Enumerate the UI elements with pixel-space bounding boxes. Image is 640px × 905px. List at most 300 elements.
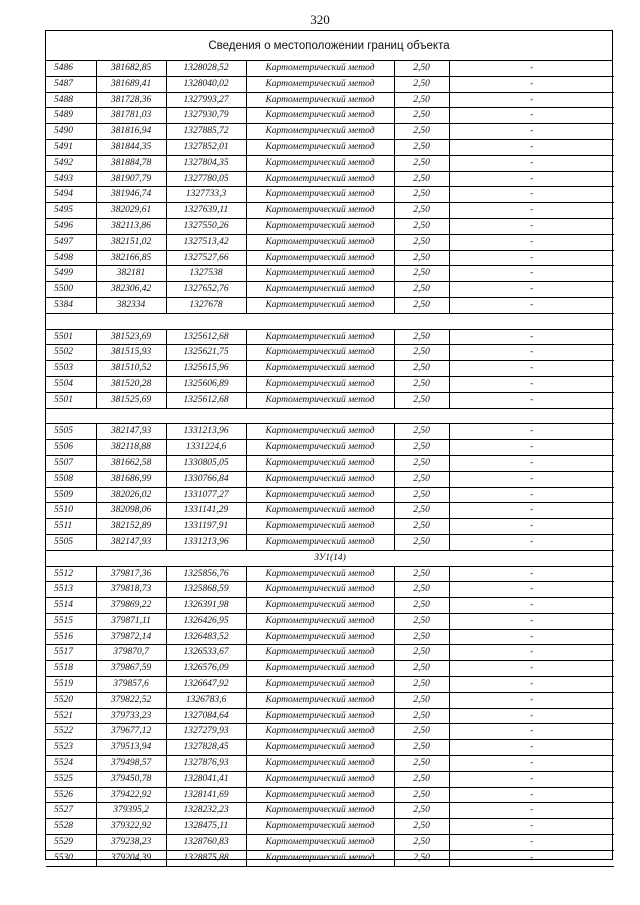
point-number-cell: 5498 (46, 250, 96, 266)
table-row (46, 297, 614, 313)
coord-y-cell: 1325615,96 (166, 361, 246, 377)
method-cell: Картометрический метод (246, 708, 394, 724)
method-cell: Картометрический метод (246, 835, 394, 851)
point-number-cell: 5530 (46, 850, 96, 866)
coord-y-cell: 1331077,27 (166, 487, 246, 503)
coord-y-cell: 1325621,75 (166, 345, 246, 361)
method-cell: Картометрический метод (246, 724, 394, 740)
method-cell: Картометрический метод (246, 598, 394, 614)
note-cell: - (449, 171, 614, 187)
table-row (46, 187, 614, 203)
table-row (46, 203, 614, 219)
point-number-cell: 5509 (46, 487, 96, 503)
method-cell: Картометрический метод (246, 487, 394, 503)
point-number-cell: 5529 (46, 835, 96, 851)
note-cell: - (449, 503, 614, 519)
coord-y-cell: 1327550,26 (166, 218, 246, 234)
accuracy-cell: 2,50 (394, 187, 449, 203)
coord-y-cell: 1326783,6 (166, 692, 246, 708)
method-cell: Картометрический метод (246, 629, 394, 645)
coord-y-cell: 1326576,09 (166, 661, 246, 677)
table-row (46, 519, 614, 535)
coord-x-cell: 381816,94 (96, 124, 166, 140)
coord-y-cell: 1325606,89 (166, 376, 246, 392)
point-number-cell: 5491 (46, 139, 96, 155)
coord-y-cell: 1327527,66 (166, 250, 246, 266)
note-cell: - (449, 329, 614, 345)
coord-x-cell: 381520,28 (96, 376, 166, 392)
note-cell: - (449, 345, 614, 361)
accuracy-cell: 2,50 (394, 345, 449, 361)
accuracy-cell: 2,50 (394, 787, 449, 803)
accuracy-cell: 2,50 (394, 771, 449, 787)
note-cell: - (449, 392, 614, 408)
coord-x-cell: 381525,69 (96, 392, 166, 408)
method-cell: Картометрический метод (246, 613, 394, 629)
method-cell: Картометрический метод (246, 756, 394, 772)
accuracy-cell: 2,50 (394, 661, 449, 677)
point-number-cell: 5508 (46, 471, 96, 487)
note-cell: - (449, 266, 614, 282)
note-cell: - (449, 203, 614, 219)
coord-x-cell: 381515,93 (96, 345, 166, 361)
coord-x-cell: 382151,02 (96, 234, 166, 250)
table-row (46, 345, 614, 361)
method-cell: Картометрический метод (246, 819, 394, 835)
accuracy-cell: 2,50 (394, 471, 449, 487)
accuracy-cell: 2,50 (394, 455, 449, 471)
coord-x-cell: 379817,36 (96, 566, 166, 582)
coord-y-cell: 1331224,6 (166, 440, 246, 456)
coord-y-cell: 1330766,84 (166, 471, 246, 487)
point-number-cell: 5505 (46, 424, 96, 440)
method-cell: Картометрический метод (246, 218, 394, 234)
note-cell: - (449, 76, 614, 92)
method-cell: Картометрический метод (246, 661, 394, 677)
point-number-cell: 5504 (46, 376, 96, 392)
method-cell: Картометрический метод (246, 692, 394, 708)
coord-x-cell: 381728,36 (96, 92, 166, 108)
accuracy-cell: 2,50 (394, 361, 449, 377)
point-number-cell: 5507 (46, 455, 96, 471)
coord-x-cell: 379867,59 (96, 661, 166, 677)
note-cell: - (449, 708, 614, 724)
accuracy-cell: 2,50 (394, 850, 449, 866)
accuracy-cell: 2,50 (394, 598, 449, 614)
point-number-cell: 5510 (46, 503, 96, 519)
note-cell: - (449, 629, 614, 645)
table-row (46, 392, 614, 408)
coord-x-cell: 379677,12 (96, 724, 166, 740)
table-row (46, 534, 614, 550)
table-row (46, 250, 614, 266)
coord-x-cell: 382113,86 (96, 218, 166, 234)
coord-x-cell: 381781,03 (96, 108, 166, 124)
coordinates-table (46, 61, 614, 867)
note-cell: - (449, 613, 614, 629)
coord-x-cell: 382029,61 (96, 203, 166, 219)
point-number-cell: 5522 (46, 724, 96, 740)
coord-y-cell: 1327652,76 (166, 282, 246, 298)
spacer-row (46, 313, 614, 329)
coord-y-cell: 1325612,68 (166, 392, 246, 408)
point-number-cell: 5505 (46, 534, 96, 550)
coord-y-cell: 1326391,98 (166, 598, 246, 614)
accuracy-cell: 2,50 (394, 124, 449, 140)
table-row (46, 171, 614, 187)
table-row (46, 92, 614, 108)
coord-x-cell: 379204,39 (96, 850, 166, 866)
point-number-cell: 5524 (46, 756, 96, 772)
coordinates-table-body (46, 61, 614, 866)
accuracy-cell: 2,50 (394, 613, 449, 629)
point-number-cell: 5511 (46, 519, 96, 535)
coord-x-cell: 381907,79 (96, 171, 166, 187)
point-number-cell: 5528 (46, 819, 96, 835)
coord-y-cell: 1328875,88 (166, 850, 246, 866)
point-number-cell: 5513 (46, 582, 96, 598)
note-cell: - (449, 471, 614, 487)
coord-x-cell: 379513,94 (96, 740, 166, 756)
note-cell: - (449, 455, 614, 471)
table-row (46, 661, 614, 677)
coord-x-cell: 379872,14 (96, 629, 166, 645)
method-cell: Картометрический метод (246, 329, 394, 345)
table-row (46, 155, 614, 171)
accuracy-cell: 2,50 (394, 376, 449, 392)
note-cell: - (449, 756, 614, 772)
method-cell: Картометрический метод (246, 266, 394, 282)
method-cell: Картометрический метод (246, 361, 394, 377)
coord-y-cell: 1326426,95 (166, 613, 246, 629)
coord-y-cell: 1327930,79 (166, 108, 246, 124)
coord-y-cell: 1327678 (166, 297, 246, 313)
coord-y-cell: 1328232,23 (166, 803, 246, 819)
note-cell: - (449, 187, 614, 203)
method-cell: Картометрический метод (246, 503, 394, 519)
method-cell: Картометрический метод (246, 582, 394, 598)
point-number-cell: 5492 (46, 155, 96, 171)
table-row (46, 787, 614, 803)
coord-x-cell: 382166,85 (96, 250, 166, 266)
accuracy-cell: 2,50 (394, 756, 449, 772)
note-cell: - (449, 787, 614, 803)
coord-y-cell: 1331141,29 (166, 503, 246, 519)
note-cell: - (449, 282, 614, 298)
method-cell: Картометрический метод (246, 677, 394, 693)
method-cell: Картометрический метод (246, 250, 394, 266)
accuracy-cell: 2,50 (394, 677, 449, 693)
table-row (46, 455, 614, 471)
coord-x-cell: 379422,92 (96, 787, 166, 803)
accuracy-cell: 2,50 (394, 203, 449, 219)
coord-y-cell: 1327733,3 (166, 187, 246, 203)
method-cell: Картометрический метод (246, 787, 394, 803)
coord-x-cell: 381523,69 (96, 329, 166, 345)
note-cell: - (449, 297, 614, 313)
table-row (46, 629, 614, 645)
section-header: Сведения о местоположении границ объекта (46, 31, 612, 61)
coord-x-cell: 381844,35 (96, 139, 166, 155)
coord-y-cell: 1325868,59 (166, 582, 246, 598)
note-cell: - (449, 139, 614, 155)
coord-y-cell: 1330805,05 (166, 455, 246, 471)
coord-x-cell: 382147,93 (96, 534, 166, 550)
coord-x-cell: 382181 (96, 266, 166, 282)
point-number-cell: 5488 (46, 92, 96, 108)
coord-y-cell: 1331213,96 (166, 424, 246, 440)
method-cell: Картометрический метод (246, 740, 394, 756)
accuracy-cell: 2,50 (394, 92, 449, 108)
method-cell: Картометрический метод (246, 392, 394, 408)
coord-y-cell: 1327876,93 (166, 756, 246, 772)
coord-y-cell: 1327639,11 (166, 203, 246, 219)
accuracy-cell: 2,50 (394, 629, 449, 645)
method-cell: Картометрический метод (246, 124, 394, 140)
accuracy-cell: 2,50 (394, 803, 449, 819)
point-number-cell: 5503 (46, 361, 96, 377)
note-cell: - (449, 692, 614, 708)
accuracy-cell: 2,50 (394, 519, 449, 535)
spacer-cell (46, 313, 614, 329)
coord-x-cell: 379870,7 (96, 645, 166, 661)
accuracy-cell: 2,50 (394, 139, 449, 155)
coord-x-cell: 381510,52 (96, 361, 166, 377)
method-cell: Картометрический метод (246, 440, 394, 456)
note-cell: - (449, 645, 614, 661)
note-cell: - (449, 598, 614, 614)
accuracy-cell: 2,50 (394, 534, 449, 550)
coord-x-cell: 381682,85 (96, 61, 166, 76)
method-cell: Картометрический метод (246, 187, 394, 203)
table-row (46, 218, 614, 234)
table-row (46, 124, 614, 140)
coord-y-cell: 1327538 (166, 266, 246, 282)
method-cell: Картометрический метод (246, 171, 394, 187)
page-number: 320 (310, 12, 330, 27)
coord-y-cell: 1326533,67 (166, 645, 246, 661)
point-number-cell: 5525 (46, 771, 96, 787)
coord-x-cell: 379871,11 (96, 613, 166, 629)
note-cell: - (449, 835, 614, 851)
point-number-cell: 5519 (46, 677, 96, 693)
table-row (46, 361, 614, 377)
coord-y-cell: 1327828,45 (166, 740, 246, 756)
point-number-cell: 5515 (46, 613, 96, 629)
method-cell: Картометрический метод (246, 345, 394, 361)
accuracy-cell: 2,50 (394, 297, 449, 313)
coord-x-cell: 379857,6 (96, 677, 166, 693)
coord-x-cell: 379822,52 (96, 692, 166, 708)
table-row (46, 471, 614, 487)
point-number-cell: 5489 (46, 108, 96, 124)
method-cell: Картометрический метод (246, 645, 394, 661)
point-number-cell: 5516 (46, 629, 96, 645)
method-cell: Картометрический метод (246, 297, 394, 313)
accuracy-cell: 2,50 (394, 282, 449, 298)
accuracy-cell: 2,50 (394, 218, 449, 234)
table-row (46, 376, 614, 392)
coord-y-cell: 1326647,92 (166, 677, 246, 693)
coord-y-cell: 1328760,83 (166, 835, 246, 851)
table-row (46, 582, 614, 598)
accuracy-cell: 2,50 (394, 329, 449, 345)
method-cell: Картометрический метод (246, 534, 394, 550)
method-cell: Картометрический метод (246, 850, 394, 866)
table-row (46, 424, 614, 440)
coord-x-cell: 381689,41 (96, 76, 166, 92)
method-cell: Картометрический метод (246, 376, 394, 392)
table-row (46, 803, 614, 819)
coord-x-cell: 379498,57 (96, 756, 166, 772)
note-cell: - (449, 740, 614, 756)
accuracy-cell: 2,50 (394, 487, 449, 503)
coord-x-cell: 379238,23 (96, 835, 166, 851)
document-frame (45, 30, 613, 863)
accuracy-cell: 2,50 (394, 503, 449, 519)
coord-x-cell: 381686,99 (96, 471, 166, 487)
note-cell: - (449, 234, 614, 250)
note-cell: - (449, 108, 614, 124)
coord-x-cell: 379450,78 (96, 771, 166, 787)
spacer-cell (46, 408, 614, 424)
table-row (46, 139, 614, 155)
table-row (46, 756, 614, 772)
note-cell: - (449, 61, 614, 76)
accuracy-cell: 2,50 (394, 424, 449, 440)
coord-y-cell: 1328028,52 (166, 61, 246, 76)
table-row (46, 835, 614, 851)
accuracy-cell: 2,50 (394, 708, 449, 724)
note-cell: - (449, 819, 614, 835)
note-cell: - (449, 155, 614, 171)
method-cell: Картометрический метод (246, 155, 394, 171)
accuracy-cell: 2,50 (394, 692, 449, 708)
coord-x-cell: 382147,93 (96, 424, 166, 440)
note-cell: - (449, 440, 614, 456)
note-cell: - (449, 661, 614, 677)
point-number-cell: 5523 (46, 740, 96, 756)
method-cell: Картометрический метод (246, 234, 394, 250)
table-row (46, 76, 614, 92)
point-number-cell: 5514 (46, 598, 96, 614)
point-number-cell: 5384 (46, 297, 96, 313)
table-row (46, 282, 614, 298)
coord-x-cell: 382098,06 (96, 503, 166, 519)
coord-x-cell: 382152,89 (96, 519, 166, 535)
note-cell: - (449, 803, 614, 819)
coord-y-cell: 1328141,69 (166, 787, 246, 803)
accuracy-cell: 2,50 (394, 724, 449, 740)
point-number-cell: 5493 (46, 171, 96, 187)
accuracy-cell: 2,50 (394, 234, 449, 250)
accuracy-cell: 2,50 (394, 76, 449, 92)
coord-x-cell: 381946,74 (96, 187, 166, 203)
note-cell: - (449, 566, 614, 582)
coord-y-cell: 1331213,96 (166, 534, 246, 550)
accuracy-cell: 2,50 (394, 61, 449, 76)
method-cell: Картометрический метод (246, 139, 394, 155)
accuracy-cell: 2,50 (394, 392, 449, 408)
coord-x-cell: 381662,58 (96, 455, 166, 471)
section-label-row (46, 550, 614, 566)
point-number-cell: 5501 (46, 392, 96, 408)
accuracy-cell: 2,50 (394, 645, 449, 661)
point-number-cell: 5490 (46, 124, 96, 140)
point-number-cell: 5500 (46, 282, 96, 298)
table-row (46, 645, 614, 661)
accuracy-cell: 2,50 (394, 582, 449, 598)
point-number-cell: 5494 (46, 187, 96, 203)
table-row (46, 108, 614, 124)
accuracy-cell: 2,50 (394, 250, 449, 266)
accuracy-cell: 2,50 (394, 266, 449, 282)
method-cell: Картометрический метод (246, 566, 394, 582)
note-cell: - (449, 771, 614, 787)
coord-y-cell: 1325856,76 (166, 566, 246, 582)
method-cell: Картометрический метод (246, 108, 394, 124)
method-cell: Картометрический метод (246, 92, 394, 108)
coord-y-cell: 1327084,64 (166, 708, 246, 724)
coord-y-cell: 1327780,05 (166, 171, 246, 187)
note-cell: - (449, 487, 614, 503)
point-number-cell: 5501 (46, 329, 96, 345)
method-cell: Картометрический метод (246, 771, 394, 787)
point-number-cell: 5520 (46, 692, 96, 708)
note-cell: - (449, 124, 614, 140)
accuracy-cell: 2,50 (394, 740, 449, 756)
coord-y-cell: 1328041,41 (166, 771, 246, 787)
coord-x-cell: 382306,42 (96, 282, 166, 298)
section-label: ЗУ1(14) (46, 550, 614, 566)
point-number-cell: 5506 (46, 440, 96, 456)
table-row (46, 740, 614, 756)
coord-x-cell: 379733,23 (96, 708, 166, 724)
coord-x-cell: 379869,22 (96, 598, 166, 614)
coord-x-cell: 381884,78 (96, 155, 166, 171)
note-cell: - (449, 534, 614, 550)
method-cell: Картометрический метод (246, 76, 394, 92)
coord-x-cell: 379395,2 (96, 803, 166, 819)
method-cell: Картометрический метод (246, 803, 394, 819)
point-number-cell: 5526 (46, 787, 96, 803)
note-cell: - (449, 724, 614, 740)
point-number-cell: 5496 (46, 218, 96, 234)
coord-x-cell: 382334 (96, 297, 166, 313)
note-cell: - (449, 218, 614, 234)
point-number-cell: 5512 (46, 566, 96, 582)
coord-y-cell: 1331197,91 (166, 519, 246, 535)
coord-y-cell: 1328475,11 (166, 819, 246, 835)
accuracy-cell: 2,50 (394, 819, 449, 835)
accuracy-cell: 2,50 (394, 108, 449, 124)
point-number-cell: 5487 (46, 76, 96, 92)
point-number-cell: 5517 (46, 645, 96, 661)
table-row (46, 598, 614, 614)
point-number-cell: 5518 (46, 661, 96, 677)
table-row (46, 771, 614, 787)
note-cell: - (449, 250, 614, 266)
accuracy-cell: 2,50 (394, 835, 449, 851)
method-cell: Картометрический метод (246, 424, 394, 440)
table-row (46, 266, 614, 282)
table-row (46, 692, 614, 708)
table-row (46, 566, 614, 582)
table-row (46, 234, 614, 250)
method-cell: Картометрический метод (246, 61, 394, 76)
coord-x-cell: 382026,02 (96, 487, 166, 503)
table-row (46, 487, 614, 503)
